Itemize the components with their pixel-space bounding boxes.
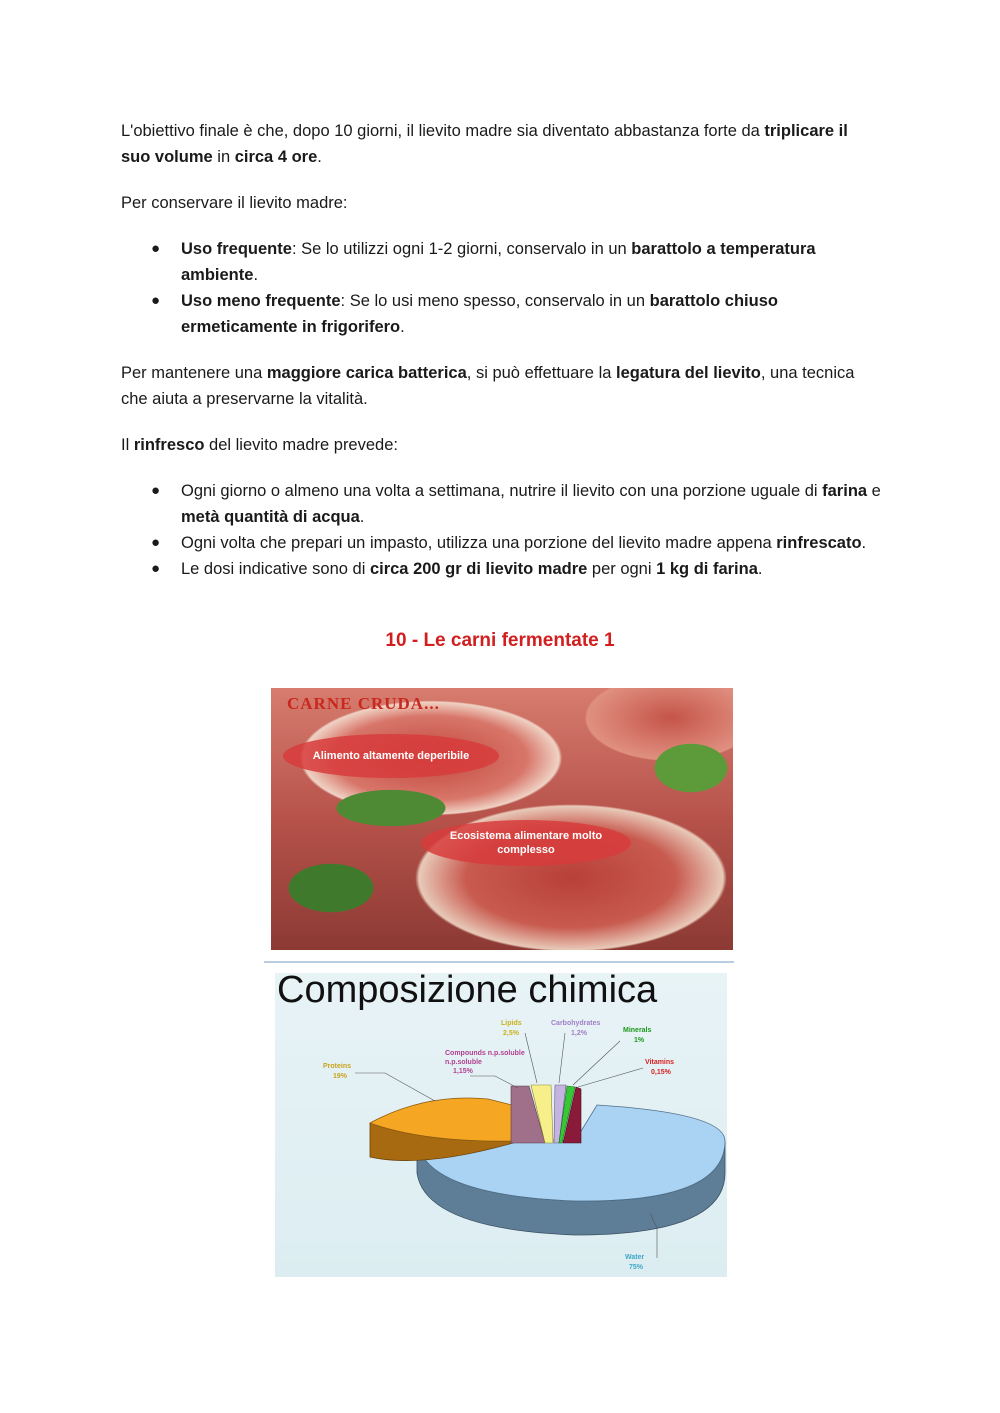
value-lipids: 2,5% xyxy=(503,1030,519,1037)
meat-label-ecosystem: Ecosistema alimentare molto complesso xyxy=(421,820,631,866)
chart-title: Composizione chimica xyxy=(277,969,658,1011)
list-item: ● Uso meno frequente: Se lo usi meno spesso, conservalo in un barattolo chiuso ermeticamente in frigorifero. xyxy=(121,288,881,340)
label-compounds: Compounds n.p.soluble xyxy=(445,1050,525,1057)
list-item: ● Ogni giorno o almeno una volta a settimana, nutrire il lievito con una porzione uguale di farina e metà quantità di acqua. xyxy=(121,478,881,530)
value-compounds: 1,15% xyxy=(453,1068,473,1075)
document-body xyxy=(121,118,881,602)
label-carbohydrates: Carbohydrates xyxy=(551,1020,601,1027)
bullet-icon: ● xyxy=(151,240,161,257)
raw-meat-image xyxy=(271,688,733,950)
composition-chart xyxy=(275,969,727,1277)
image-divider xyxy=(264,961,734,963)
value-carbohydrates: 1,2% xyxy=(571,1030,587,1037)
label-compounds-2: n.p.soluble xyxy=(445,1059,482,1066)
value-proteins: 19% xyxy=(333,1073,348,1080)
value-minerals: 1% xyxy=(634,1037,645,1044)
value-vitamins: 0,15% xyxy=(651,1069,671,1076)
paragraph-final-goal: L'obiettivo finale è che, dopo 10 giorni, il lievito madre sia diventato abbastanza forte da triplicare il suo volume in circa 4 ore. xyxy=(121,122,848,166)
pie-chart-svg xyxy=(275,973,727,1277)
bullet-icon: ● xyxy=(151,292,161,309)
refresh-list xyxy=(121,478,881,582)
paragraph-bacterial-load: Per mantenere una maggiore carica batterica, si può effettuare la legatura del lievito, una tecnica che aiuta a preservarne la vitalità. xyxy=(121,364,855,408)
value-water: 75% xyxy=(629,1264,644,1271)
bullet-icon: ● xyxy=(151,560,161,577)
section-heading: 10 - Le carni fermentate 1 xyxy=(385,630,615,651)
list-item: ● Ogni volta che prepari un impasto, utilizza una porzione del lievito madre appena rinfrescato. xyxy=(121,530,881,556)
label-lipids: Lipids xyxy=(501,1020,522,1027)
meat-image-title: CARNE CRUDA... xyxy=(287,694,440,713)
bullet-icon: ● xyxy=(151,534,161,551)
label-water: Water xyxy=(625,1254,645,1261)
bullet-icon: ● xyxy=(151,482,161,499)
list-item: ● Le dosi indicative sono di circa 200 gr di lievito madre per ogni 1 kg di farina. xyxy=(121,556,881,582)
paragraph-storage-intro: Per conservare il lievito madre: xyxy=(121,194,348,212)
meat-label-perishable: Alimento altamente deperibile xyxy=(283,734,499,778)
label-vitamins: Vitamins xyxy=(645,1059,675,1066)
paragraph-refresh-intro: Il rinfresco del lievito madre prevede: xyxy=(121,436,398,454)
storage-list xyxy=(121,236,881,340)
label-minerals: Minerals xyxy=(623,1027,652,1034)
label-proteins: Proteins xyxy=(323,1063,352,1070)
list-item: ● Uso frequente: Se lo utilizzi ogni 1-2 giorni, conservalo in un barattolo a temperatura ambiente. xyxy=(121,236,881,288)
